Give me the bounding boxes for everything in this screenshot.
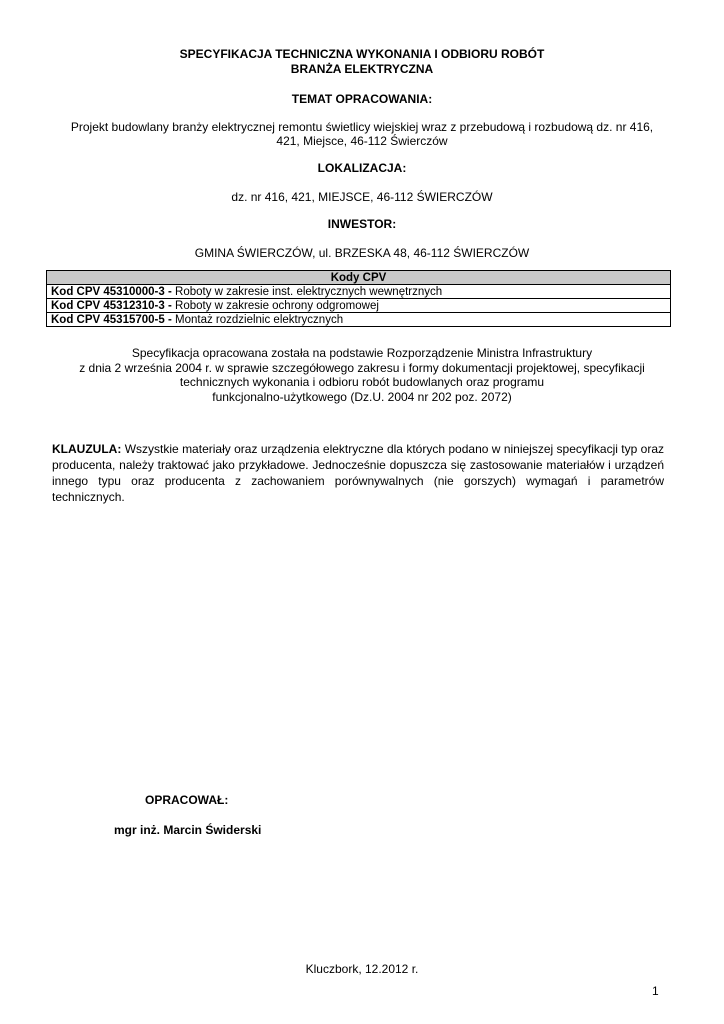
- temat-text: [52, 121, 672, 148]
- opracowal-label: OPRACOWAŁ:: [145, 793, 229, 807]
- cpv-code: Kod CPV 45312310-3 -: [51, 299, 172, 312]
- place-date: Kluczbork, 12.2012 r.: [305, 962, 419, 976]
- cpv-description: Roboty w zakresie inst. elektrycznych wewnętrznych: [171, 285, 443, 298]
- klauzula-paragraph: [52, 441, 664, 505]
- lokalizacja-heading: LOKALIZACJA:: [317, 161, 407, 175]
- inwestor-text: GMINA ŚWIERCZÓW, ul. BRZESKA 48, 46-112 ŚWIERCZÓW: [194, 246, 530, 260]
- document-subtitle: BRANŻA ELEKTRYCZNA: [290, 62, 434, 76]
- temat-heading: TEMAT OPRACOWANIA:: [291, 92, 433, 106]
- author-name: mgr inż. Marcin Świderski: [114, 823, 262, 837]
- cpv-code: Kod CPV 45315700-5 -: [51, 313, 172, 326]
- temat-line-1: Projekt budowlany branży elektrycznej remontu świetlicy wiejskiej wraz z przebudową i rozbudową dz. nr 416,: [70, 120, 654, 134]
- page-number: 1: [652, 984, 659, 998]
- table-row: [47, 285, 671, 299]
- table-cell: [47, 285, 671, 299]
- cpv-description: Montaż rozdzielnic elektrycznych: [171, 313, 344, 326]
- specyfikacja-paragraph: [52, 346, 672, 404]
- table-row: [47, 299, 671, 313]
- cpv-header: Kody CPV: [47, 271, 671, 285]
- table-cell: [47, 313, 671, 327]
- cpv-code: Kod CPV 45310000-3 -: [51, 285, 172, 298]
- cpv-header-row: [47, 271, 671, 285]
- cpv-table: [46, 270, 671, 327]
- spec-line-3: technicznych wykonania i odbioru robót budowlanych oraz programu: [179, 375, 545, 389]
- table-row: [47, 313, 671, 327]
- document-title: SPECYFIKACJA TECHNICZNA WYKONANIA I ODBIORU ROBÓT: [179, 47, 545, 61]
- klauzula-text: Wszystkie materiały oraz urządzenia elektryczne dla których podano w niniejszej specyfikacji typ oraz producenta, należy traktować jako przykładowe. Jednocześnie dopuszcza się zastosowanie materiałów i urządzeń innego typu oraz producenta z zachowaniem porównywalnych (nie gorszych) wymagań i parametrów technicznych.: [52, 442, 664, 504]
- table-cell: [47, 299, 671, 313]
- lokalizacja-text: dz. nr 416, 421, MIEJSCE, 46-112 ŚWIERCZÓW: [231, 190, 493, 204]
- cpv-description: Roboty w zakresie ochrony odgromowej: [171, 299, 379, 312]
- inwestor-heading: INWESTOR:: [327, 217, 397, 231]
- klauzula-label: KLAUZULA:: [52, 442, 122, 456]
- temat-line-2: 421, Miejsce, 46-112 Świerczów: [276, 133, 448, 148]
- spec-line-1: Specyfikacja opracowana została na podstawie Rozporządzenie Ministra Infrastruktury: [131, 346, 593, 360]
- spec-line-2: z dnia 2 września 2004 r. w sprawie szczegółowego zakresu i formy dokumentacji projektowej, specyfikacji: [79, 360, 645, 375]
- spec-line-4: funkcjonalno-użytkowego (Dz.U. 2004 nr 202 poz. 2072): [212, 389, 512, 404]
